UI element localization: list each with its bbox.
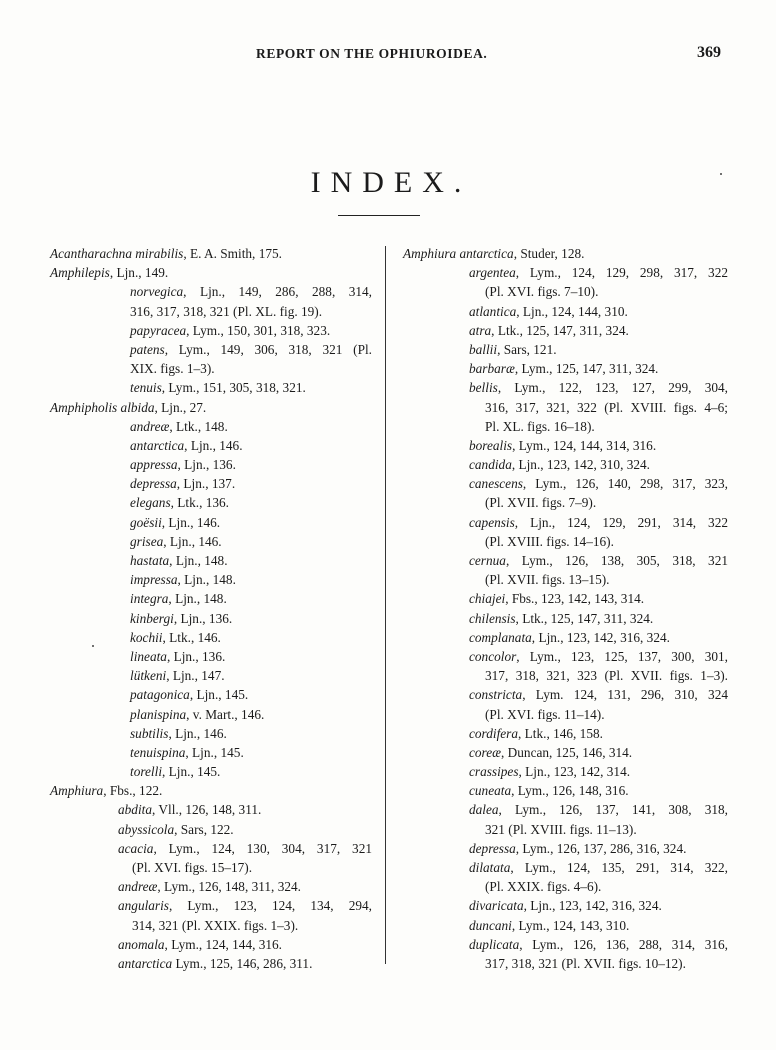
entry-reference: , Ltk., 136. [170,495,229,511]
index-entry [403,800,728,819]
index-entry [50,532,372,551]
taxon-name: lütkeni [130,668,167,684]
taxon-name: andreæ [130,418,170,434]
index-entry [50,724,372,743]
index-entry [403,877,728,896]
taxon-name: impressa [130,572,178,588]
taxon-name: constricta [469,687,523,703]
index-entry [50,877,372,896]
index-entry [50,781,372,800]
taxon-name: bellis [469,380,498,396]
index-entry [50,282,372,301]
print-speck [92,645,94,647]
taxon-name: complanata [469,629,532,645]
entry-reference: , Ljn., 147. [166,668,225,684]
index-entry [50,628,372,647]
index-entry [403,724,728,743]
entry-reference: 314, 321 (Pl. XXIX. figs. 1–3). [132,917,299,933]
index-entry [50,705,372,724]
index-entry [403,743,728,762]
index-entry [50,609,372,628]
page-number: 369 [697,44,721,61]
index-entry [403,474,728,493]
entry-reference: , Vll., 126, 148, 311. [151,802,262,818]
index-entry [50,244,372,263]
taxon-name: chiajei [469,591,506,607]
taxon-name: candida [469,457,512,473]
index-entry [50,685,372,704]
entry-reference: , Ljn., 145. [185,744,244,760]
index-entry [50,340,372,359]
entry-reference: (Pl. XVIII. figs. 14–16). [485,533,614,549]
entry-reference: , Ljn., 145. [189,687,249,703]
taxon-name: depressa [469,840,516,856]
index-entry [50,513,372,532]
entry-reference: 317, 318, 321 (Pl. XVII. figs. 10–12). [485,955,686,971]
entry-reference: , Ljn., 146. [168,725,227,741]
index-entry [403,954,728,973]
index-column-left [50,244,372,973]
entry-reference: , Lym., 123, 125, 137, 300, 301, [516,648,728,664]
entry-reference: (Pl. XVI. figs. 7–10). [485,284,599,300]
taxon-name: angularis [118,898,169,914]
taxon-name: lineata [130,648,167,664]
index-entry [403,762,728,781]
index-entry [403,244,728,263]
taxon-name: dalea [469,802,499,818]
index-entry [403,916,728,935]
taxon-name: canescens [469,476,523,492]
index-entry [403,340,728,359]
index-entry [403,839,728,858]
entry-reference: , Ljn., 146. [163,533,222,549]
taxon-name: antarctica [130,437,185,453]
taxon-name: cordifera [469,725,518,741]
taxon-name: chilensis [469,610,516,626]
entry-reference: , Ljn., 27. [154,399,207,415]
entry-reference: , Lym., 124, 130, 304, 317, 321 [153,840,372,856]
taxon-name: elegans [130,495,171,511]
index-entry [50,455,372,474]
entry-reference: , Ltk., 146. [162,629,221,645]
entry-reference: , Ltk., 148. [169,418,228,434]
taxon-name: patens [130,341,165,357]
index-entry [50,417,372,436]
index-entry [50,263,372,282]
index-entry [50,916,372,935]
entry-reference: , Ljn., 148. [169,553,228,568]
entry-reference: , Sars, 121. [497,341,557,357]
taxon-name: planispina [130,706,187,722]
entry-reference: , Ljn., 136. [173,610,233,626]
index-entry [403,609,728,628]
index-entry [403,666,728,685]
entry-reference: , Lym., 122, 123, 127, 299, 304, [497,380,728,396]
index-entry [403,282,728,301]
entry-reference: Lym., 125, 146, 286, 311. [172,955,313,971]
column-divider [385,246,386,964]
index-entry [50,820,372,839]
print-speck [720,173,722,175]
index-entry [50,935,372,954]
index-entry [50,858,372,877]
taxon-name: atlantica [469,303,517,319]
entry-reference: 321 (Pl. XVIII. figs. 11–13). [485,821,637,837]
entry-reference: , Ljn., 145. [162,764,221,780]
entry-reference: , Ljn., 123, 142, 316, 324. [523,898,662,914]
taxon-name: cuneata [469,783,512,799]
taxon-name: crassipes [469,764,519,780]
index-entry [403,378,728,397]
entry-reference: , Lym., 126, 140, 298, 317, 323, [522,476,728,492]
index-entry [403,436,728,455]
entry-reference: , Lym., 124, 129, 298, 317, 322 [515,265,728,281]
taxon-name: acacia [118,840,154,856]
index-entry [50,359,372,378]
index-entry [403,302,728,321]
taxon-name: papyracea [130,322,187,338]
index-entry [403,685,728,704]
entry-reference: (Pl. XVII. figs. 13–15). [485,572,610,588]
entry-reference: , Ljn., 123, 142, 310, 324. [511,457,650,473]
index-entry [403,705,728,724]
index-entry [403,493,728,512]
index-entry [403,417,728,436]
index-entry [403,398,728,417]
index-entry [403,359,728,378]
entry-reference: , Ljn., 123, 142, 316, 324. [531,629,670,645]
entry-reference: , Ljn., 136. [166,648,226,664]
index-entry [50,896,372,915]
entry-reference: , Ljn., 137. [176,476,236,492]
index-entry [50,589,372,608]
taxon-name: goësii [130,514,162,530]
index-entry [403,896,728,915]
entry-reference: , Ltk., 125, 147, 311, 324. [515,610,654,626]
entry-reference: , Lym., 125, 147, 311, 324. [514,361,659,377]
taxon-name: grisea [130,533,164,549]
entry-reference: , Ljn., 146. [184,437,243,453]
entry-reference: , Ljn., 124, 129, 291, 314, 322 [514,514,728,530]
index-entry [50,647,372,666]
taxon-name: depressa [130,476,177,492]
taxon-name: argentea [469,265,516,281]
entry-reference: , Ljn., 123, 142, 314. [518,764,631,780]
running-title: REPORT ON THE OPHIUROIDEA. [256,46,488,61]
index-entry [50,321,372,340]
index-entry [403,263,728,282]
index-entry [50,436,372,455]
taxon-name: duplicata [469,936,520,952]
taxon-name: abdita [118,802,152,818]
index-entry [403,455,728,474]
index-entry [50,398,372,417]
taxon-name: Amphipholis albida [50,399,155,415]
taxon-name: norvegica [130,284,184,300]
entry-reference: , Lym., 126, 137, 141, 308, 318, [498,802,728,818]
taxon-name: hastata [130,553,170,568]
taxon-name: borealis [469,437,513,453]
entry-reference: , Lym., 149, 306, 318, 321 (Pl. [164,341,372,357]
entry-reference: , Fbs., 123, 142, 143, 314. [505,591,645,607]
index-entry [403,858,728,877]
taxon-name: capensis [469,514,515,530]
index-entry [403,781,728,800]
index-entry [50,954,372,973]
taxon-name: torelli [130,764,163,780]
heading-rule [338,215,420,216]
entry-reference: , Ljn., 148. [168,591,227,607]
entry-reference: (Pl. XVI. figs. 11–14). [485,706,605,722]
taxon-name: antarctica [118,955,173,971]
taxon-name: tenuispina [130,744,186,760]
entry-reference: , Duncan, 125, 146, 314. [501,744,633,760]
entry-reference: 316, 317, 321, 322 (Pl. XVIII. figs. 4–6; [485,399,728,415]
entry-reference: XIX. figs. 1–3). [130,361,215,377]
index-entry [403,628,728,647]
entry-reference: , Sars, 122. [174,821,234,837]
taxon-name: kinbergi [130,610,174,626]
index-entry [403,647,728,666]
entry-reference: , Ljn., 149, 286, 288, 314, [183,284,372,300]
entry-reference: , Lym., 126, 148, 311, 324. [157,879,301,895]
taxon-name: subtilis [130,725,169,741]
entry-reference: , Ljn., 124, 144, 310. [516,303,628,319]
taxon-name: kochii [130,629,163,645]
entry-reference: (Pl. XVII. figs. 7–9). [485,495,597,511]
taxon-name: patagonica [130,687,190,703]
index-entry [50,800,372,819]
entry-reference: , Lym., 124, 144, 314, 316. [512,437,657,453]
entry-reference: , Lym., 124, 143, 310. [511,917,630,933]
taxon-name: ballii [469,341,498,357]
entry-reference: , E. A. Smith, 175. [183,246,282,261]
taxon-name: dilatata [469,860,511,875]
taxon-name: Amphilepis [50,265,110,281]
index-entry [403,513,728,532]
entry-reference: , Ljn., 136. [177,457,236,473]
index-entry [50,493,372,512]
taxon-name: coreæ [469,744,502,760]
index-entry [50,743,372,762]
taxon-name: duncani [469,917,512,933]
taxon-name: anomala [118,936,165,952]
taxon-name: appressa [130,457,178,473]
entry-reference: 316, 317, 318, 321 (Pl. XL. fig. 19). [130,303,323,319]
index-entry [403,532,728,551]
taxon-name: divaricata [469,898,524,914]
index-entry [50,570,372,589]
entry-reference: , Lym., 151, 305, 318, 321. [161,380,306,396]
taxon-name: andreæ [118,879,158,895]
entry-reference: , Ltk., 146, 158. [518,725,603,741]
entry-reference: , Lym., 124, 135, 291, 314, 322, [510,860,728,875]
entry-reference: , Lym., 126, 138, 305, 318, 321 [505,553,728,568]
taxon-name: Acantharachna mirabilis [50,246,184,261]
index-entry [403,820,728,839]
index-column-right [403,244,728,973]
entry-reference: , Fbs., 122. [103,783,163,799]
entry-reference: , Ljn., 146. [161,514,221,530]
taxon-name: concolor [469,648,517,664]
entry-reference: , Studer, 128. [513,246,585,261]
entry-reference: (Pl. XVI. figs. 15–17). [132,860,253,875]
index-entry [403,570,728,589]
entry-reference: , Lym., 123, 124, 134, 294, [168,898,372,914]
index-entry [50,474,372,493]
entry-reference: Pl. XL. figs. 16–18). [485,418,595,434]
entry-reference: , Ltk., 125, 147, 311, 324. [491,322,629,338]
entry-reference: (Pl. XXIX. figs. 4–6). [485,879,602,895]
index-entry [403,321,728,340]
index-entry [403,589,728,608]
entry-reference: , Ljn., 149. [109,265,169,281]
index-entry [403,551,728,570]
index-entry [50,378,372,397]
entry-reference: , Lym., 150, 301, 318, 323. [186,322,331,338]
entry-reference: , Ljn., 148. [177,572,236,588]
index-entry [50,666,372,685]
taxon-name: atra [469,322,492,338]
entry-reference: 317, 318, 321, 323 (Pl. XVII. figs. 1–3). [485,668,728,684]
taxon-name: tenuis [130,380,162,396]
taxon-name: integra [130,591,169,607]
index-entry [50,302,372,321]
index-entry [50,762,372,781]
entry-reference: , Lym. 124, 131, 296, 310, 324 [522,687,728,703]
entry-reference: , Lym., 126, 137, 286, 316, 324. [515,840,687,856]
index-heading: INDEX. [310,166,472,199]
entry-reference: , v. Mart., 146. [186,706,265,722]
taxon-name: cernua [469,553,506,568]
entry-reference: , Lym., 126, 136, 288, 314, 316, [519,936,728,952]
taxon-name: barbaræ [469,361,515,377]
running-head [0,46,776,66]
index-entry [50,551,372,570]
taxon-name: abyssicola [118,821,175,837]
entry-reference: , Lym., 124, 144, 316. [164,936,283,952]
index-entry [50,839,372,858]
taxon-name: Amphiura [50,783,104,799]
index-entry [403,935,728,954]
entry-reference: , Lym., 126, 148, 316. [511,783,629,799]
taxon-name: Amphiura antarctica [403,246,514,261]
